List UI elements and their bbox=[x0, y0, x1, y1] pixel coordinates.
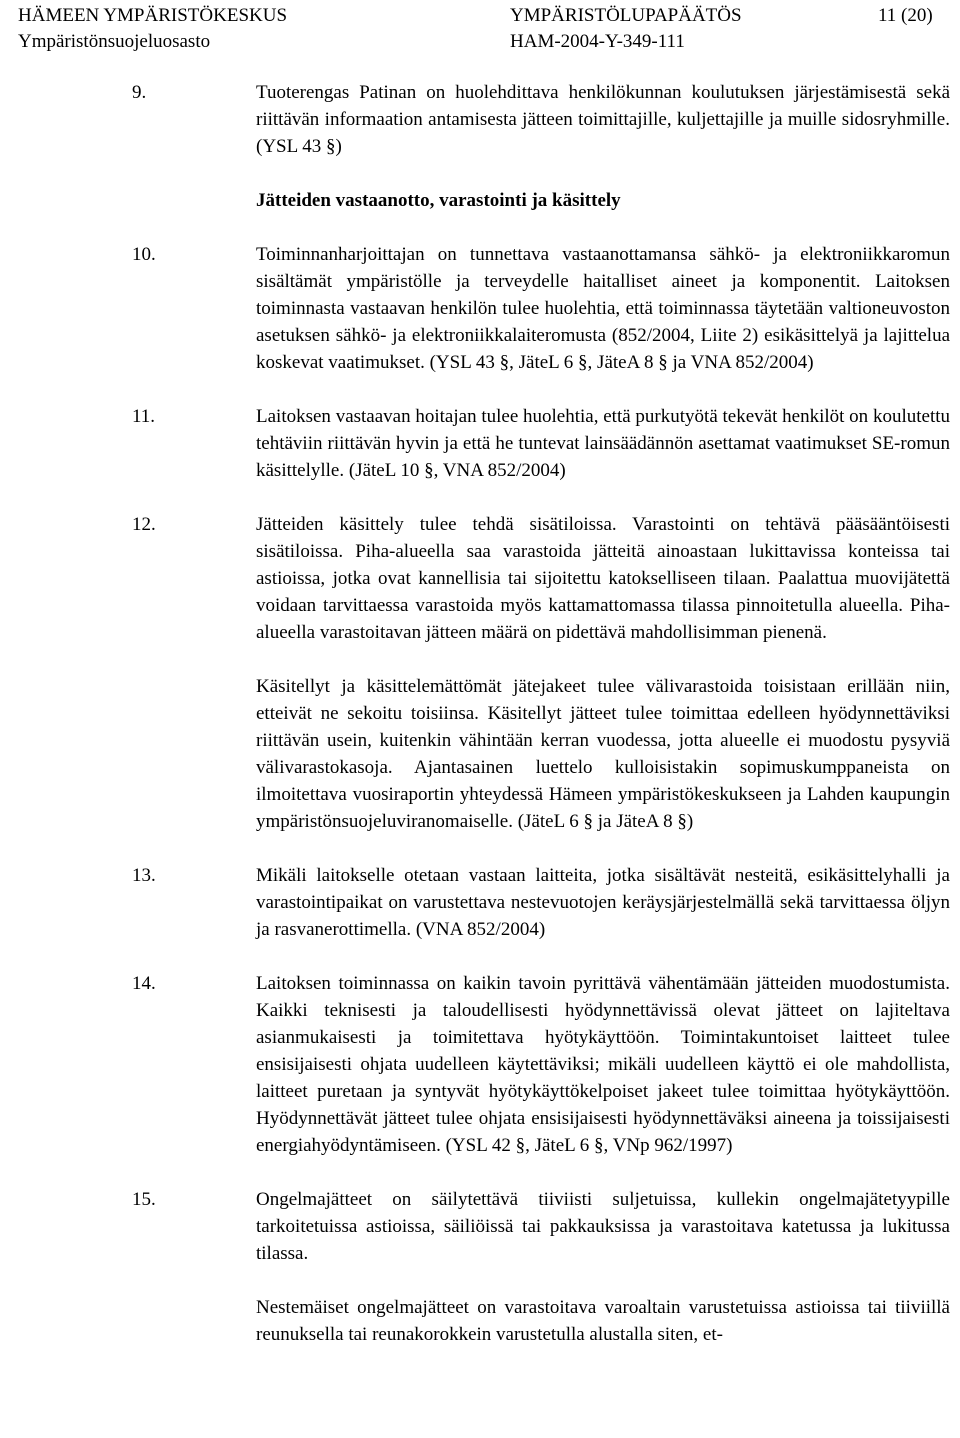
numbered-item-12 bbox=[132, 511, 950, 835]
numbered-item-13 bbox=[132, 862, 950, 943]
item-number: 13. bbox=[132, 865, 156, 886]
document-type: YMPÄRISTÖLUPAPÄÄTÖS bbox=[510, 5, 742, 26]
item-number: 12. bbox=[132, 514, 156, 535]
document-body bbox=[132, 79, 950, 1375]
department-name: Ympäristönsuojeluosasto bbox=[18, 31, 211, 52]
organization-name: HÄMEEN YMPÄRISTÖKESKUS bbox=[18, 5, 288, 26]
item-paragraph: Tuoterengas Patinan on huolehdittava henkilökunnan koulutuksen järjestämisestä sekä riittävän informaation antamisesta jätteen toimittajille, kuljettajille ja muille sidosryhmille. (YSL 43 §) bbox=[256, 82, 950, 157]
document-reference: HAM-2004-Y-349-111 bbox=[510, 31, 685, 52]
item-number: 9. bbox=[132, 82, 147, 103]
numbered-item-9 bbox=[132, 79, 950, 160]
item-paragraph: Mikäli laitokselle otetaan vastaan laitteita, jotka sisältävät nesteitä, esikäsittelyhalli ja varastointipaikat on varustettava nestevuotojen keräysjärjestelmällä sekä tarvittaessa öljyn ja rasvanerottimella. (VNA 852/2004) bbox=[256, 865, 950, 940]
item-paragraph: Toiminnanharjoittajan on tunnettava vastaanottamansa sähkö- ja elektroniikkaromun sisältämät ympäristölle ja terveydelle haitalliset aineet ja komponentit. Laitoksen toiminnasta vastaavan henkilön tulee huolehtia, että toiminnassa täytetään valtioneuvoston asetuksen sähkö- ja elektroniikkalaiteromusta (852/2004, Liite 2) esikäsittelyä ja lajittelua koskevat vaatimukset. (YSL 43 §, JäteL 6 §, JäteA 8 § ja VNA 852/2004) bbox=[256, 244, 950, 373]
item-number: 15. bbox=[132, 1189, 156, 1210]
item-paragraph: Käsitellyt ja käsittelemättömät jätejakeet tulee välivarastoida toisistaan erillään niin, etteivät ne sekoitu toisiinsa. Käsitellyt jätteet tulee toimittaa edelleen hyödynnettäviksi riittävän usein, kuitenkin vähintään kerran vuodessa, jotta alueelle ei muodostu pysyviä välivarastokasoja. Ajantasainen luettelo kulloisistakin sopimuskumppaneista on ilmoitettava vuosiraportin yhteydessä Hämeen ympäristökeskukseen ja Lahden kaupungin ympäristönsuojeluviranomaiselle. (JäteL 6 § ja JäteA 8 §) bbox=[256, 676, 950, 832]
numbered-item-11 bbox=[132, 403, 950, 484]
page-header bbox=[0, 0, 960, 54]
item-paragraph: Laitoksen vastaavan hoitajan tulee huolehtia, että purkutyötä tekevät henkilöt on koulutettu tehtäviin riittävän hyvin ja että he tuntevat lainsäädännön asettamat vaatimukset SE-romun käsittelylle. (JäteL 10 §, VNA 852/2004) bbox=[256, 406, 950, 481]
page-number: 11 (20) bbox=[878, 5, 933, 26]
numbered-item-15 bbox=[132, 1186, 950, 1348]
section-heading: Jätteiden vastaanotto, varastointi ja käsittely bbox=[256, 190, 621, 211]
item-number: 10. bbox=[132, 244, 156, 265]
item-paragraph: Ongelmajätteet on säilytettävä tiiviisti suljetuissa, kullekin ongelmajätetyypille tarkoitetuissa astioissa, säiliöissä tai pakkauksissa ja varastoitava katetussa ja lukitussa tilassa. bbox=[256, 1189, 950, 1264]
item-number: 14. bbox=[132, 973, 156, 994]
item-number: 11. bbox=[132, 406, 156, 427]
item-paragraph: Laitoksen toiminnassa on kaikin tavoin pyrittävä vähentämään jätteiden muodostumista. Kaikki teknisesti ja taloudellisesti hyödynnettävissä olevat jätteet on lajiteltava asianmukaisesti ja toimitettava hyötykäyttöön. Toimintakuntoiset laitteet tulee ensisijaisesti ohjata uudelleen käytettäviksi; mikäli uudelleen käyttö ei ole mahdollista, laitteet puretaan ja syntyvät hyötykäyttökelpoiset jakeet tulee toimittaa hyötykäyttöön. Hyödynnettävät jätteet tulee ohjata ensisijaisesti hyödynnettäväksi aineena ja toissijaisesti energiahyödyntämiseen. (YSL 42 §, JäteL 6 §, VNp 962/1997) bbox=[256, 973, 950, 1156]
numbered-item-14 bbox=[132, 970, 950, 1159]
numbered-item-10 bbox=[132, 241, 950, 376]
item-paragraph: Nestemäiset ongelmajätteet on varastoitava varoaltain varustetuissa astioissa tai tiiviillä reunuksella tai reunakorokkein varustetulla alustalla siten, et- bbox=[256, 1297, 950, 1345]
item-paragraph: Jätteiden käsittely tulee tehdä sisätiloissa. Varastointi on tehtävä pääsääntöisesti sisätiloissa. Piha-alueella saa varastoida jätteitä ainoastaan lukittavissa konteissa tai astioissa, jotka ovat kannellisia tai sijoitettu katokselliseen tilaan. Paalattua muovijätettä voidaan tarvittaessa varastoida myös kattamattomassa tilassa pinnoitetulla alueella. Piha-alueella varastoitavan jätteen määrä on pidettävä mahdollisimman pienenä. bbox=[256, 514, 950, 643]
